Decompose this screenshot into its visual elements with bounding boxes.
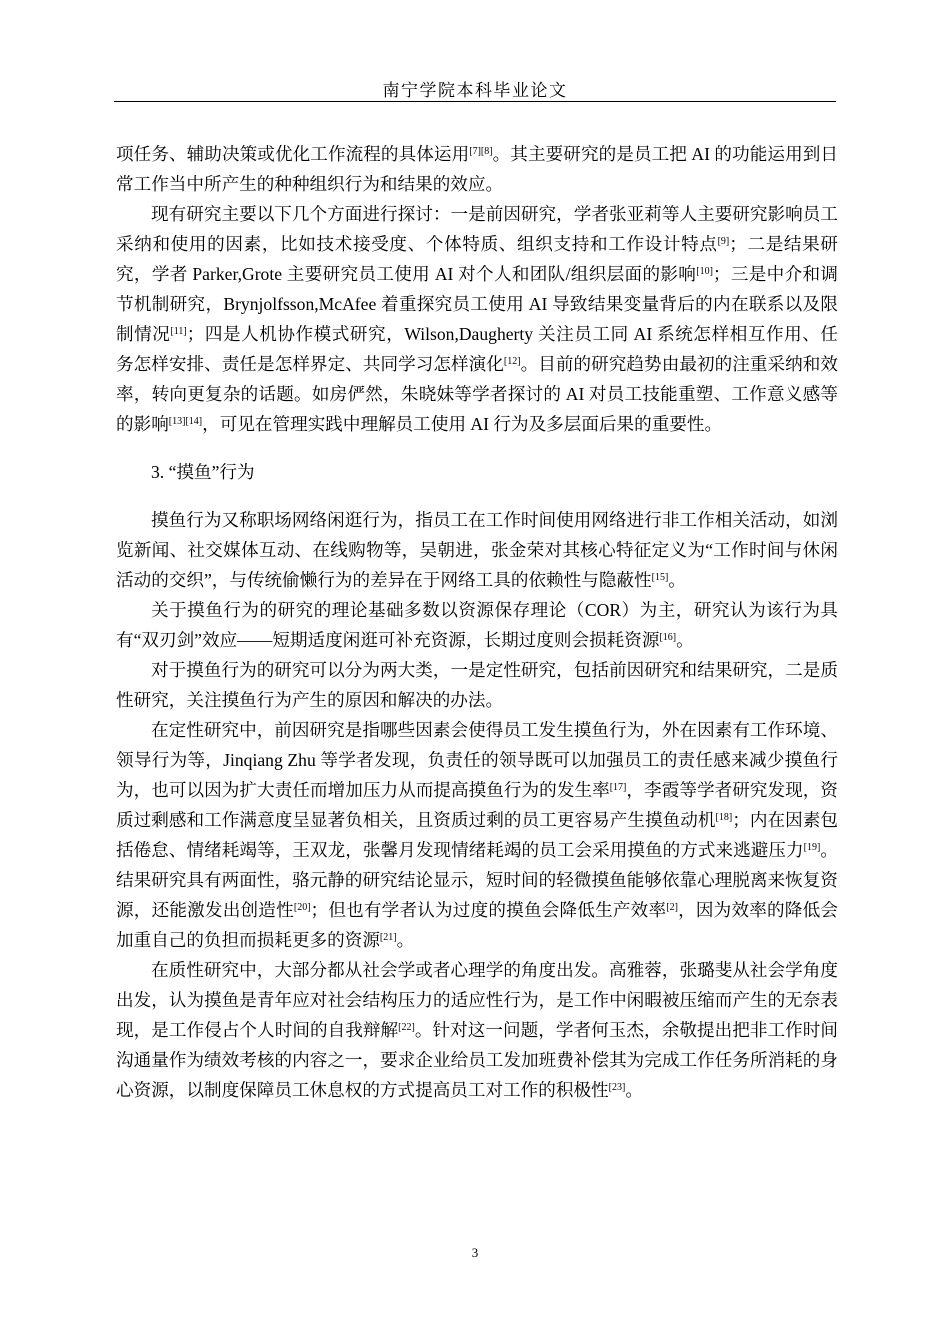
citation: [11]: [170, 326, 187, 337]
text: 对于摸鱼行为的研究可以分为两大类，一是定性研究，包括前因研究和结果研究，二是质性研究，关注摸鱼行为产生的原因和解决的办法。: [116, 660, 838, 710]
text: 摸鱼行为又称职场网络闲逛行为，指员工在工作时间使用网络进行非工作相关活动，如浏览新闻、社交媒体互动、在线购物等，吴朝进，张金荣对其核心特征定义为“工作时间与休闲活动的交织”，与传统偷懒行为的差异在于网络工具的依赖性与隐蔽性: [116, 510, 838, 590]
text: ；三是中介和调节机制研究，Brynjolfsson,McAfee 着重探究员工使用 AI 导致结果变量背后的内在联系以及限制情况: [116, 264, 838, 344]
citation: [18]: [715, 812, 733, 823]
text: 在定性研究中，前因研究是指哪些因素会使得员工发生摸鱼行为，外在因素有工作环境、领导行为等，Jinqiang Zhu 等学者发现，负责任的领导既可以加强员工的责任感来减少摸鱼行为，也可以因为扩大责任而增加压力从而提高摸鱼行为的发生率: [116, 720, 838, 800]
text: ，李霞等学者研究发现，资质过剩感和工作满意度呈显著负相关，且资质过剩的员工更容易产生摸鱼动机: [116, 780, 838, 830]
paragraph-categories: [116, 655, 838, 715]
citation: [20]: [293, 902, 311, 913]
citation: [9]: [717, 236, 730, 247]
paragraph-definition: [116, 505, 838, 595]
citation: [16]: [659, 632, 677, 643]
text: 。: [668, 570, 686, 590]
citation: [23]: [608, 1082, 626, 1093]
text: ；但也有学者认为过度的摸鱼会降低生产效率: [310, 900, 667, 920]
page-header-title: 南宁学院本科毕业论文: [382, 81, 568, 100]
text: ；四是人机协作模式研究，Wilson,Daugherty 关注员工同 AI 系统怎样相互作用、任务怎样安排、责任是怎样界定、共同学习怎样演化: [116, 324, 838, 374]
text: 。: [625, 1080, 643, 1100]
citation: [2]: [666, 902, 678, 913]
text: 。: [676, 630, 694, 650]
citation: [21]: [379, 932, 397, 943]
text: 。结果研究具有两面性，骆元静的研究结论显示，短时间的轻微摸鱼能够依靠心理脱离来恢复资源，还能激发出创造性: [116, 840, 838, 920]
citation: [19]: [803, 842, 821, 853]
text: 现有研究主要以下几个方面进行探讨：一是前因研究，学者张亚莉等人主要研究影响员工采纳和使用的因素，比如技术接受度、个体特质、组织支持和工作设计特点: [116, 204, 838, 254]
citation: [15]: [651, 572, 669, 583]
paragraph-research-aspects: [116, 199, 838, 439]
text: ，可见在管理实践中理解员工使用 AI 行为及多层面后果的重要性。: [202, 414, 723, 434]
text: 。: [396, 930, 415, 950]
body-text: [116, 139, 838, 1105]
text: 项任务、辅助决策或优化工作流程的具体运用: [116, 144, 470, 164]
paragraph-theory: [116, 595, 838, 655]
citation: [22]: [398, 1022, 415, 1033]
citation: [17]: [609, 782, 627, 793]
page-number: 3: [471, 1245, 479, 1260]
citation: [10]: [696, 266, 713, 277]
text: 。针对这一问题，学者何玉杰，余敬提出把非工作时间沟通量作为绩效考核的内容之一，要求企业给员工发加班费补偿其为完成工作任务所消耗的身心资源，以制度保障员工休息权的方式提高员工对工作的积极性: [116, 1020, 838, 1100]
text: ，因为效率的降低会加重自己的负担而损耗更多的资源: [116, 900, 838, 950]
citation: [7][8]: [469, 146, 493, 157]
citation: [13][14]: [168, 416, 203, 427]
text: ；内在因素包括倦怠、情绪耗竭等，王双龙，张馨月发现情绪耗竭的员工会采用摸鱼的方式来逃避压力: [116, 810, 838, 860]
text: 。其主要研究的是员工把 AI 的功能运用到日常工作当中所产生的种种组织行为和结果的效应。: [116, 144, 838, 194]
citation: [12]: [503, 356, 521, 367]
text: 在质性研究中，大部分都从社会学或者心理学的角度出发。高雅蓉，张璐斐从社会学角度出发，认为摸鱼是青年应对社会结构压力的适应性行为，是工作中闲暇被压缩而产生的无奈表现，是工作侵占个人时间的自我辩解: [116, 960, 838, 1040]
text: 关于摸鱼行为的研究的理论基础多数以资源保存理论（COR）为主，研究认为该行为具有“双刃剑”效应——短期适度闲逛可补充资源，长期过度则会损耗资源: [116, 600, 838, 650]
text: ；二是结果研究，学者 Parker,Grote 主要研究员工使用 AI 对个人和团队/组织层面的影响: [116, 234, 838, 284]
header-divider: [114, 101, 836, 102]
paragraph-qualitative-research: [116, 955, 838, 1105]
section-heading: 3. “摸鱼”行为: [151, 462, 255, 482]
paragraph-continuation: [116, 139, 838, 199]
text: 。目前的研究趋势由最初的注重采纳和效率，转向更复杂的话题。如房俨然，朱晓妹等学者探讨的 AI 对员工技能重塑、工作意义感等的影响: [116, 354, 838, 434]
paragraph-qualitative-study: [116, 715, 838, 955]
